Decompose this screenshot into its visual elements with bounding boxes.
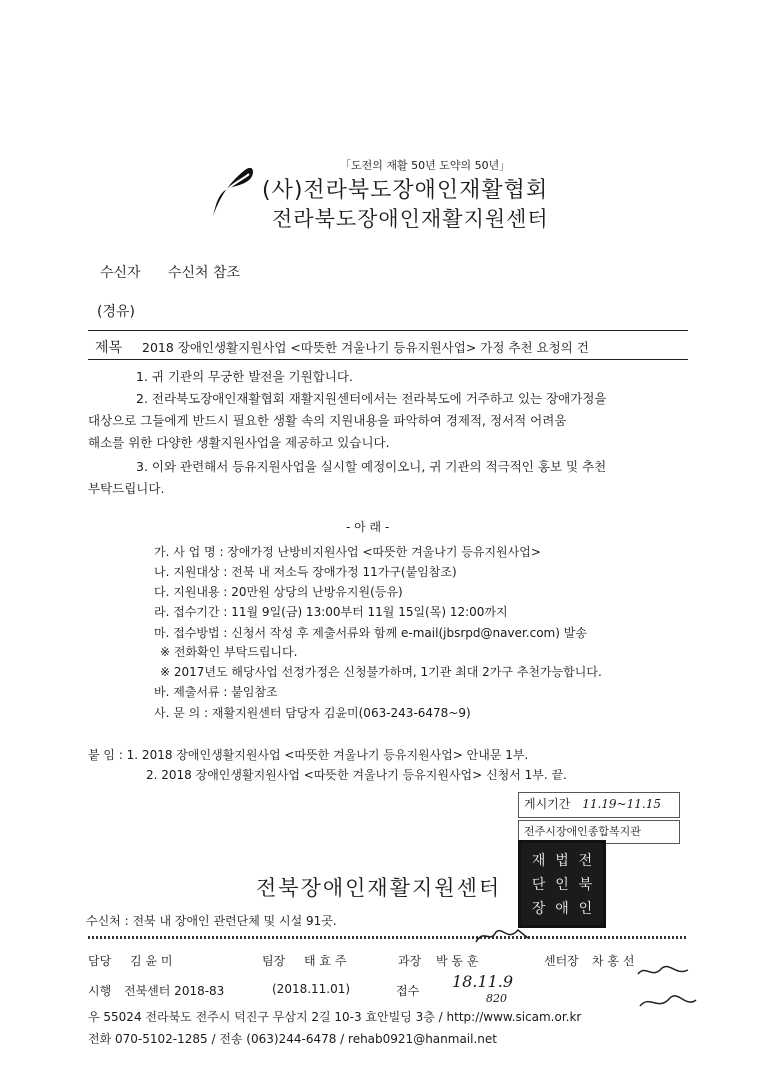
association-logo-icon	[205, 160, 257, 218]
subject-bottom-rule	[88, 359, 688, 360]
paragraph-2-end: 해소를 위한 다양한 생활지원사업을 제공하고 있습니다.	[88, 435, 390, 450]
team-label: 팀장	[262, 954, 286, 968]
posting-period-label: 게시기간	[524, 797, 571, 811]
slogan: 「도전의 재활 50년 도약의 50년」	[340, 159, 511, 172]
detail-item: 바. 제출서류 : 붙임참조	[154, 685, 278, 699]
paragraph-1: 1. 귀 기관의 무궁한 발전을 기원합니다.	[136, 369, 353, 384]
center-head-name: 차 홍 선	[592, 954, 635, 968]
detail-item: 가. 사 업 명 : 장애가정 난방비지원사업 <따뜻한 겨울나기 등유지원사업>	[154, 545, 541, 559]
enforcement-number: 전북센터 2018-83	[124, 984, 225, 998]
posting-period-value: 11.19~11.15	[582, 797, 661, 811]
sender-name: 전북장애인재활지원센터	[256, 876, 502, 900]
signature-mark	[472, 924, 532, 948]
director-label: 과장	[398, 954, 422, 968]
recipient-value: 수신처 참조	[168, 265, 241, 281]
receipt-number: 820	[486, 992, 507, 1005]
subject-value: 2018 장애인생활지원사업 <따뜻한 겨울나기 등유지원사업> 가정 추천 요청의 건	[142, 340, 589, 355]
staff-name: 김 윤 미	[130, 954, 173, 968]
contact-line: 전화 070-5102-1285 / 전송 (063)244-6478 / rehab0921@hanmail.net	[88, 1032, 497, 1046]
center-head-label: 센터장	[544, 954, 579, 968]
enforcement-date: (2018.11.01)	[272, 982, 351, 996]
receipt-date: 18.11.9	[452, 972, 514, 991]
paragraph-2-cont: 대상으로 그들에게 반드시 필요한 생활 속의 지원내용을 파악하여 경제적, 정서적 어려움	[88, 413, 567, 428]
via-label: (경유)	[97, 304, 135, 320]
detail-item: 나. 지원대상 : 전북 내 저소득 장애가정 11가구(붙임참조)	[154, 565, 457, 579]
official-seal: 재 법 전 단 인 북 장 애 인	[518, 840, 606, 928]
recipient-label: 수신자	[100, 265, 141, 281]
paragraph-3-end: 부탁드립니다.	[88, 481, 165, 496]
notice-heading: - 아 래 -	[346, 520, 390, 534]
paragraph-2: 2. 전라북도장애인재활협회 재활지원센터에서는 전라북도에 거주하고 있는 장애가정을	[136, 391, 607, 406]
detail-item: 라. 접수기간 : 11월 9일(금) 13:00부터 11월 15일(목) 12:00까지	[154, 605, 508, 619]
receipt-label: 접수	[396, 984, 420, 998]
detail-item: 다. 지원내용 : 20만원 상당의 난방유지원(등유)	[154, 585, 403, 599]
detail-item: 사. 문 의 : 재활지원센터 담당자 김윤미(063-243-6478~9)	[154, 706, 471, 720]
detail-note: ※ 2017년도 해당사업 선정가정은 신청불가하며, 1기관 최대 2가구 추천가능합니다.	[160, 665, 602, 679]
team-name: 태 효 주	[304, 954, 347, 968]
staff-label: 담당	[88, 954, 112, 968]
recipients-line: 수신처 : 전북 내 장애인 관련단체 및 시설 91곳.	[86, 914, 337, 928]
address-line: 우 55024 전라북도 전주시 덕진구 무삼지 2길 10-3 효안빌딩 3층 / http://www.sicam.or.kr	[88, 1010, 582, 1024]
organization-name: (사)전라북도장애인재활협회	[262, 178, 549, 203]
subject-label: 제목	[95, 340, 123, 356]
attachment-2: 2. 2018 장애인생활지원사업 <따뜻한 겨울나기 등유지원사업> 신청서 1부. 끝.	[146, 768, 567, 782]
director-name: 박 동 훈	[436, 954, 479, 968]
signature-mark	[632, 960, 702, 1020]
divider	[88, 936, 688, 939]
detail-item: 마. 접수방법 : 신청서 작성 후 제출서류와 함께 e-mail(jbsrpd@naver.com) 발송	[154, 626, 587, 640]
attachment-1: 붙 임 : 1. 2018 장애인생활지원사업 <따뜻한 겨울나기 등유지원사업> 안내문 1부.	[88, 748, 529, 762]
subject-top-rule	[88, 330, 688, 331]
receiving-org-stamp: 전주시장애인종합복지관	[518, 820, 680, 844]
paragraph-3: 3. 이와 관련해서 등유지원사업을 실시할 예정이오니, 귀 기관의 적극적인 홍보 및 추천	[136, 459, 607, 474]
center-name: 전라북도장애인재활지원센터	[272, 207, 549, 231]
detail-note: ※ 전화확인 부탁드립니다.	[160, 645, 298, 659]
enforcement-label: 시행	[88, 984, 112, 998]
posting-period-stamp	[518, 792, 680, 818]
